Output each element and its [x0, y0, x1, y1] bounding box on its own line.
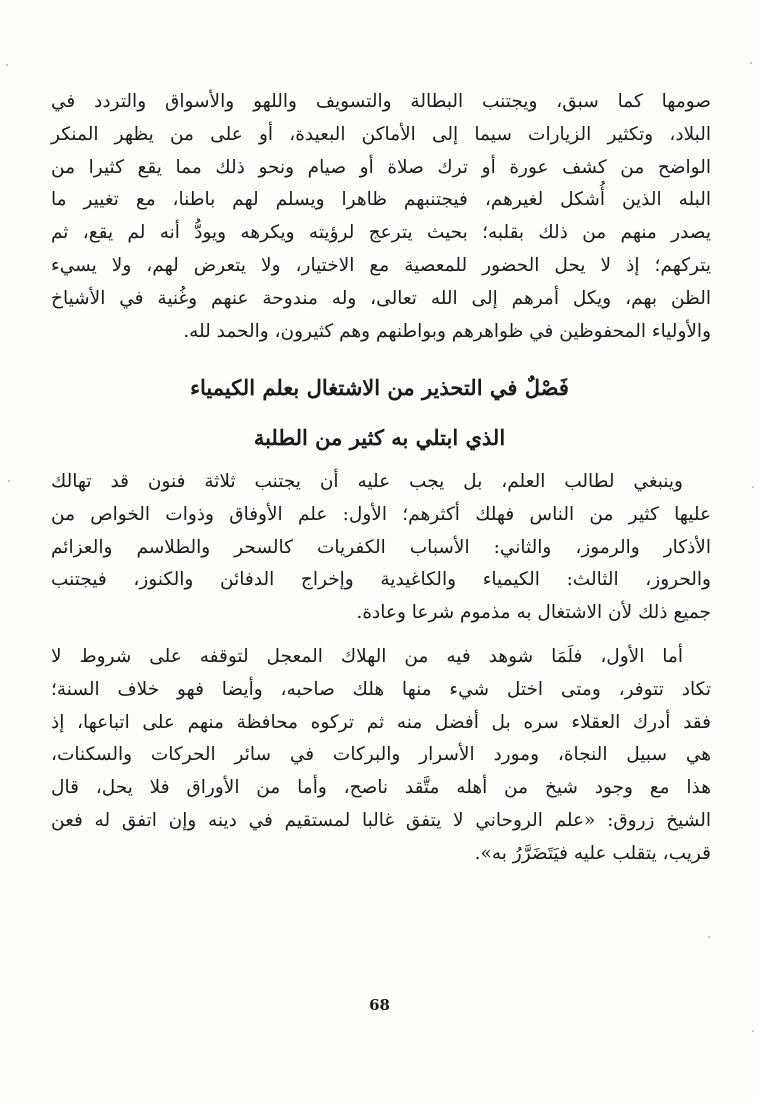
scan-speck: [8, 480, 10, 482]
paragraph-line: وينبغي لطالب العلم، بل يجب عليه أن يجتنب ثلاثة فنون قد تهالك: [51, 471, 683, 492]
scan-speck: [752, 1030, 754, 1032]
paragraph-line: والأولياء المحفوظين في ظواهرهم وبواطنهم وهم كثيرون، والحمد لله.: [183, 320, 711, 342]
paragraph-line: البله الذين أُشكل لغيرهم، فيجتنبهم ظاهرا ويسلم لهم باطنا، مع تغيير ما: [51, 189, 711, 211]
scan-speck: [708, 936, 710, 938]
paragraph-2: [51, 466, 711, 630]
paragraph-1: [51, 86, 711, 348]
paragraph-line: فقد أدرك العقلاء سره بل أفضل منه ثم تركوه محافظة منهم على اتباعها، إذ: [51, 711, 711, 733]
paragraph-line: تكاد تتوفر، ومتى اختل شيء منها هلك صاحبه، وأيضا فهو خلاف السنة؛: [51, 678, 711, 700]
paragraph-line: هي سبيل النجاة، ومورد الأسرار والبركات في سائر الحركات والسكنات،: [51, 744, 711, 766]
scan-speck: [750, 62, 752, 64]
paragraph-line: عليها كثير من الناس فهلك أكثرهم؛ الأول: علم الأوفاق وذوات الخواص من: [51, 503, 711, 525]
paragraph-3: [51, 641, 711, 871]
paragraph-line: البلاد، وتكثير الزيارات سيما إلى الأماكن البعيدة، أو على من يظهر المنكر: [51, 123, 711, 145]
section-heading: فَصْلٌ في التحذير من الاشتغال بعلم الكيمياء: [190, 375, 569, 400]
page-number: 68: [369, 996, 390, 1014]
paragraph-line: هذا مع وجود شيخ من أهله متَّقد ناصح، وأما من الأوراق فلا يحل، قال: [51, 777, 711, 799]
paragraph-line: والحروز، الثالث: الكيمياء والكاغيدية وإخراج الدفائن والكنوز، فيجتنب: [51, 569, 711, 591]
paragraph-line: يتركهم؛ إذ لا يحل الحضور للمعصية مع الاختيار، ولا يتعرض لهم، ولا يسيء: [51, 254, 711, 276]
section-subheading: الذي ابتلي به كثير من الطلبة: [253, 425, 506, 450]
paragraph-line: الواضح من كشف عورة أو ترك صلاة أو صيام ونحو ذلك مما يقع كثيرا من: [51, 156, 711, 178]
paragraph-line: جميع ذلك لأن الاشتغال به مذموم شرعا وعادة.: [356, 602, 711, 624]
paragraph-line: الشيخ زروق: «علم الروحاني لا يتفق غالبا لمستقيم في دينه وإن اتفق له فعن: [51, 809, 711, 831]
paragraph-line: الأذكار والرموز، والثاني: الأسباب الكفريات كالسحر والطلاسم والعزائم: [51, 536, 711, 558]
scan-speck: [6, 64, 8, 66]
paragraph-line: قريب، يتقلب عليه فيَتَضَرَّرُ به».: [474, 842, 711, 864]
scan-speck: [752, 486, 754, 488]
paragraph-line: صومها كما سبق، ويجتنب البطالة والتسويف واللهو والأسواق والتردد في: [51, 91, 711, 112]
paragraph-line: الظن بهم، ويكل أمرهم إلى الله تعالى، وله مندوحة عنهم وغُنية في الأشياخ: [51, 287, 711, 309]
paragraph-line: يصدر منهم من ذلك بقلبه؛ بحيث يترعج لرؤيته ويكرهه ويودُّ أنه لم يقع، ثم: [51, 222, 711, 244]
paragraph-line: أما الأول، فلَمَا شوهد فيه من الهلاك المعجل لتوقفه على شروط لا: [51, 646, 683, 667]
